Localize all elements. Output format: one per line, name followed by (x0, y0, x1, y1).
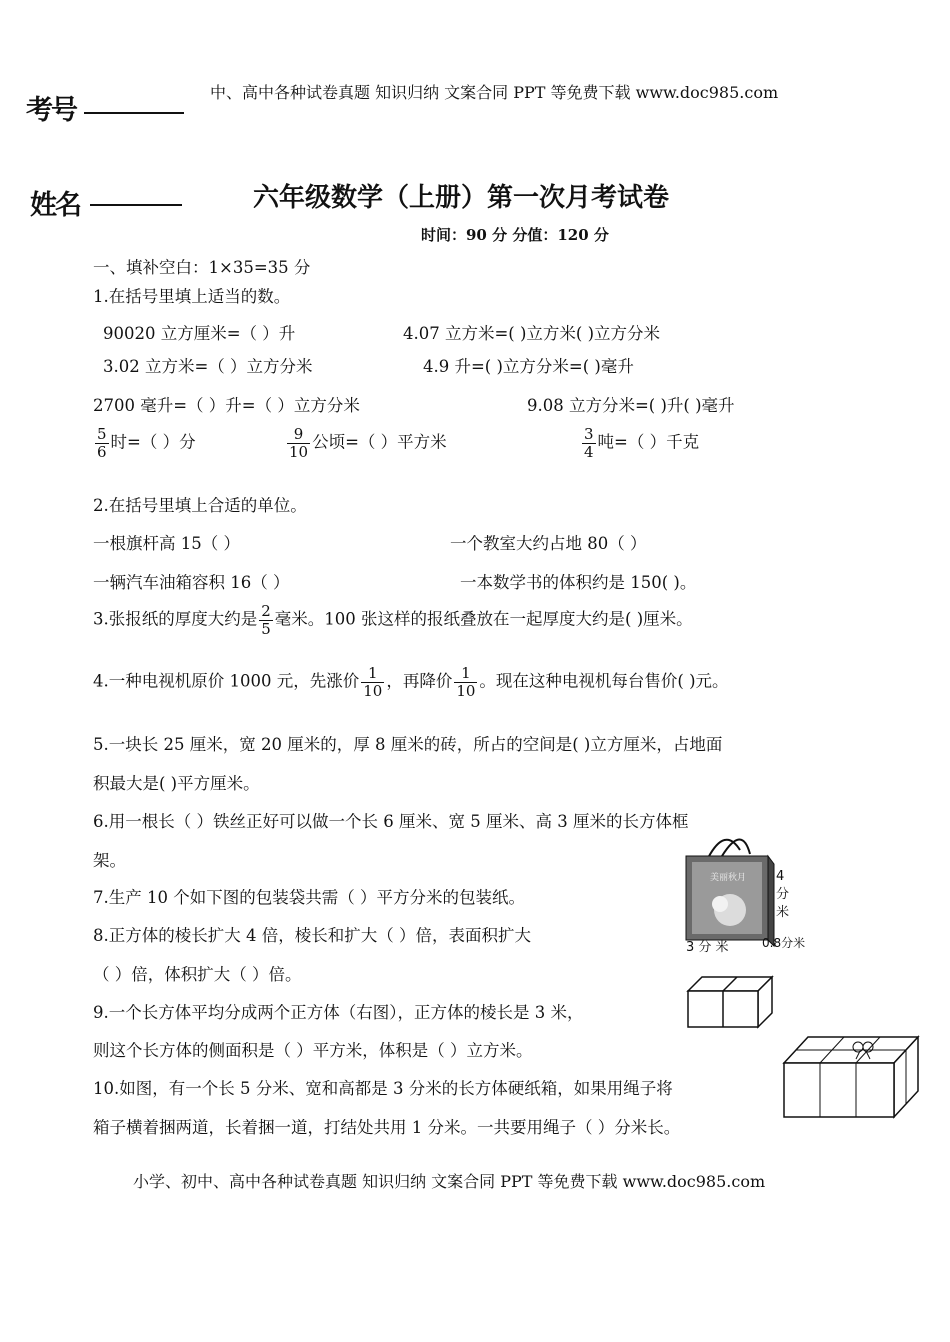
q1-row1-right: 4.07 立方米=( )立方米( )立方分米 (403, 324, 661, 343)
fraction: $\frac{5}{6}$ (97, 425, 107, 461)
q1-row2-left: 3.02 立方米=（ ）立方分米 (103, 357, 313, 376)
tied-box-figure (782, 1033, 922, 1119)
two-cubes-figure (684, 973, 776, 1029)
fraction: $\frac{9}{10}$ (289, 425, 309, 461)
header-banner: 中、高中各种试卷真题 知识归纳 文案合同 PPT 等免费下载 www.doc985.com (210, 83, 779, 102)
q4-text: 4.一种电视机原价 1000 元，先涨价 $\frac{1}{10}$ ，再降价 $\frac{1}{10}$ 。现在这种电视机每台售价( )元。 (93, 664, 729, 700)
q10-line2: 箱子横着捆两道，长着捆一道，打结处共用 1 分米。一共要用绳子（ ）分米长。 (93, 1118, 681, 1137)
exam-number-field[interactable] (84, 112, 184, 114)
q2-classroom: 一个教室大约占地 80（ ） (450, 534, 647, 553)
q2-math-book: 一本数学书的体积约是 150( )。 (460, 573, 697, 592)
bag-depth-label: 0.8分米 (762, 936, 806, 950)
q3-text: 3.张报纸的厚度大约是 $\frac{2}{5}$ 毫米。100 张这样的报纸叠放在一起厚度大约是( )厘米。 (93, 602, 693, 638)
fraction: $\frac{1}{10}$ (363, 664, 383, 700)
fraction: $\frac{2}{5}$ (261, 602, 271, 638)
q1-row3-left: 2700 毫升=（ ）升=（ ）立方分米 (93, 396, 360, 415)
q2-flagpole: 一根旗杆高 15（ ） (93, 534, 240, 553)
q5-line2: 积最大是( )平方厘米。 (93, 774, 260, 793)
student-name-field[interactable] (90, 204, 182, 206)
q5-line1: 5.一块长 25 厘米，宽 20 厘米的，厚 8 厘米的砖，所占的空间是( )立方厘米，占地面 (93, 735, 723, 754)
q7-text: 7.生产 10 个如下图的包装袋共需（ ）平方分米的包装纸。 (93, 888, 525, 907)
page-title: 六年级数学（上册）第一次月考试卷 (253, 183, 670, 213)
bag-print-text: 美丽秋月 (710, 873, 747, 883)
q6-line1: 6.用一根长（ ）铁丝正好可以做一个长 6 厘米、宽 5 厘米、高 3 厘米的长方体框 (93, 812, 689, 831)
fraction: $\frac{3}{4}$ (584, 425, 594, 461)
exam-number-label: 考号 (26, 95, 76, 126)
q2-text: 2.在括号里填上合适的单位。 (93, 496, 307, 515)
q1-row3-right: 9.08 立方分米=( )升( )毫升 (527, 396, 735, 415)
q1-fraction-hectares: $\frac{9}{10}$ 公顷=（ ）平方米 (289, 425, 447, 461)
q1-row2-right: 4.9 升=( )立方分米=( )毫升 (423, 357, 634, 376)
fraction: $\frac{1}{10}$ (456, 664, 476, 700)
q1-fraction-tons: $\frac{3}{4}$ 吨=（ ）千克 (584, 425, 700, 461)
q2-fuel-tank: 一辆汽车油箱容积 16（ ） (93, 573, 290, 592)
q1-row1-left: 90020 立方厘米=（ ）升 (103, 324, 296, 343)
section-heading: 一、填补空白：1×35=35 分 (93, 258, 311, 277)
q1-text: 1.在括号里填上适当的数。 (93, 287, 291, 306)
q6-line2: 架。 (93, 851, 126, 870)
bag-width-label: 3 分 米 (686, 940, 729, 955)
student-name-label: 姓名 (30, 190, 80, 221)
q1-fraction-hours: $\frac{5}{6}$ 时=（ ）分 (97, 425, 196, 461)
q8-line1: 8.正方体的棱长扩大 4 倍，棱长和扩大（ ）倍，表面积扩大 (93, 926, 531, 945)
bag-height-label: 4分米 (776, 869, 790, 920)
q9-line1: 9.一个长方体平均分成两个正方体（右图），正方体的棱长是 3 米， (93, 1003, 584, 1022)
q8-line2: （ ）倍，体积扩大（ ）倍。 (93, 965, 302, 984)
q10-line1: 10.如图，有一个长 5 分米、宽和高都是 3 分米的长方体硬纸箱，如果用绳子将 (93, 1079, 673, 1098)
footer-banner: 小学、初中、高中各种试卷真题 知识归纳 文案合同 PPT 等免费下载 www.doc985.com (133, 1172, 766, 1191)
time-score-info: 时间：90 分 分值：120 分 (421, 226, 609, 244)
q9-line2: 则这个长方体的侧面积是（ ）平方米，体积是（ ）立方米。 (93, 1041, 533, 1060)
